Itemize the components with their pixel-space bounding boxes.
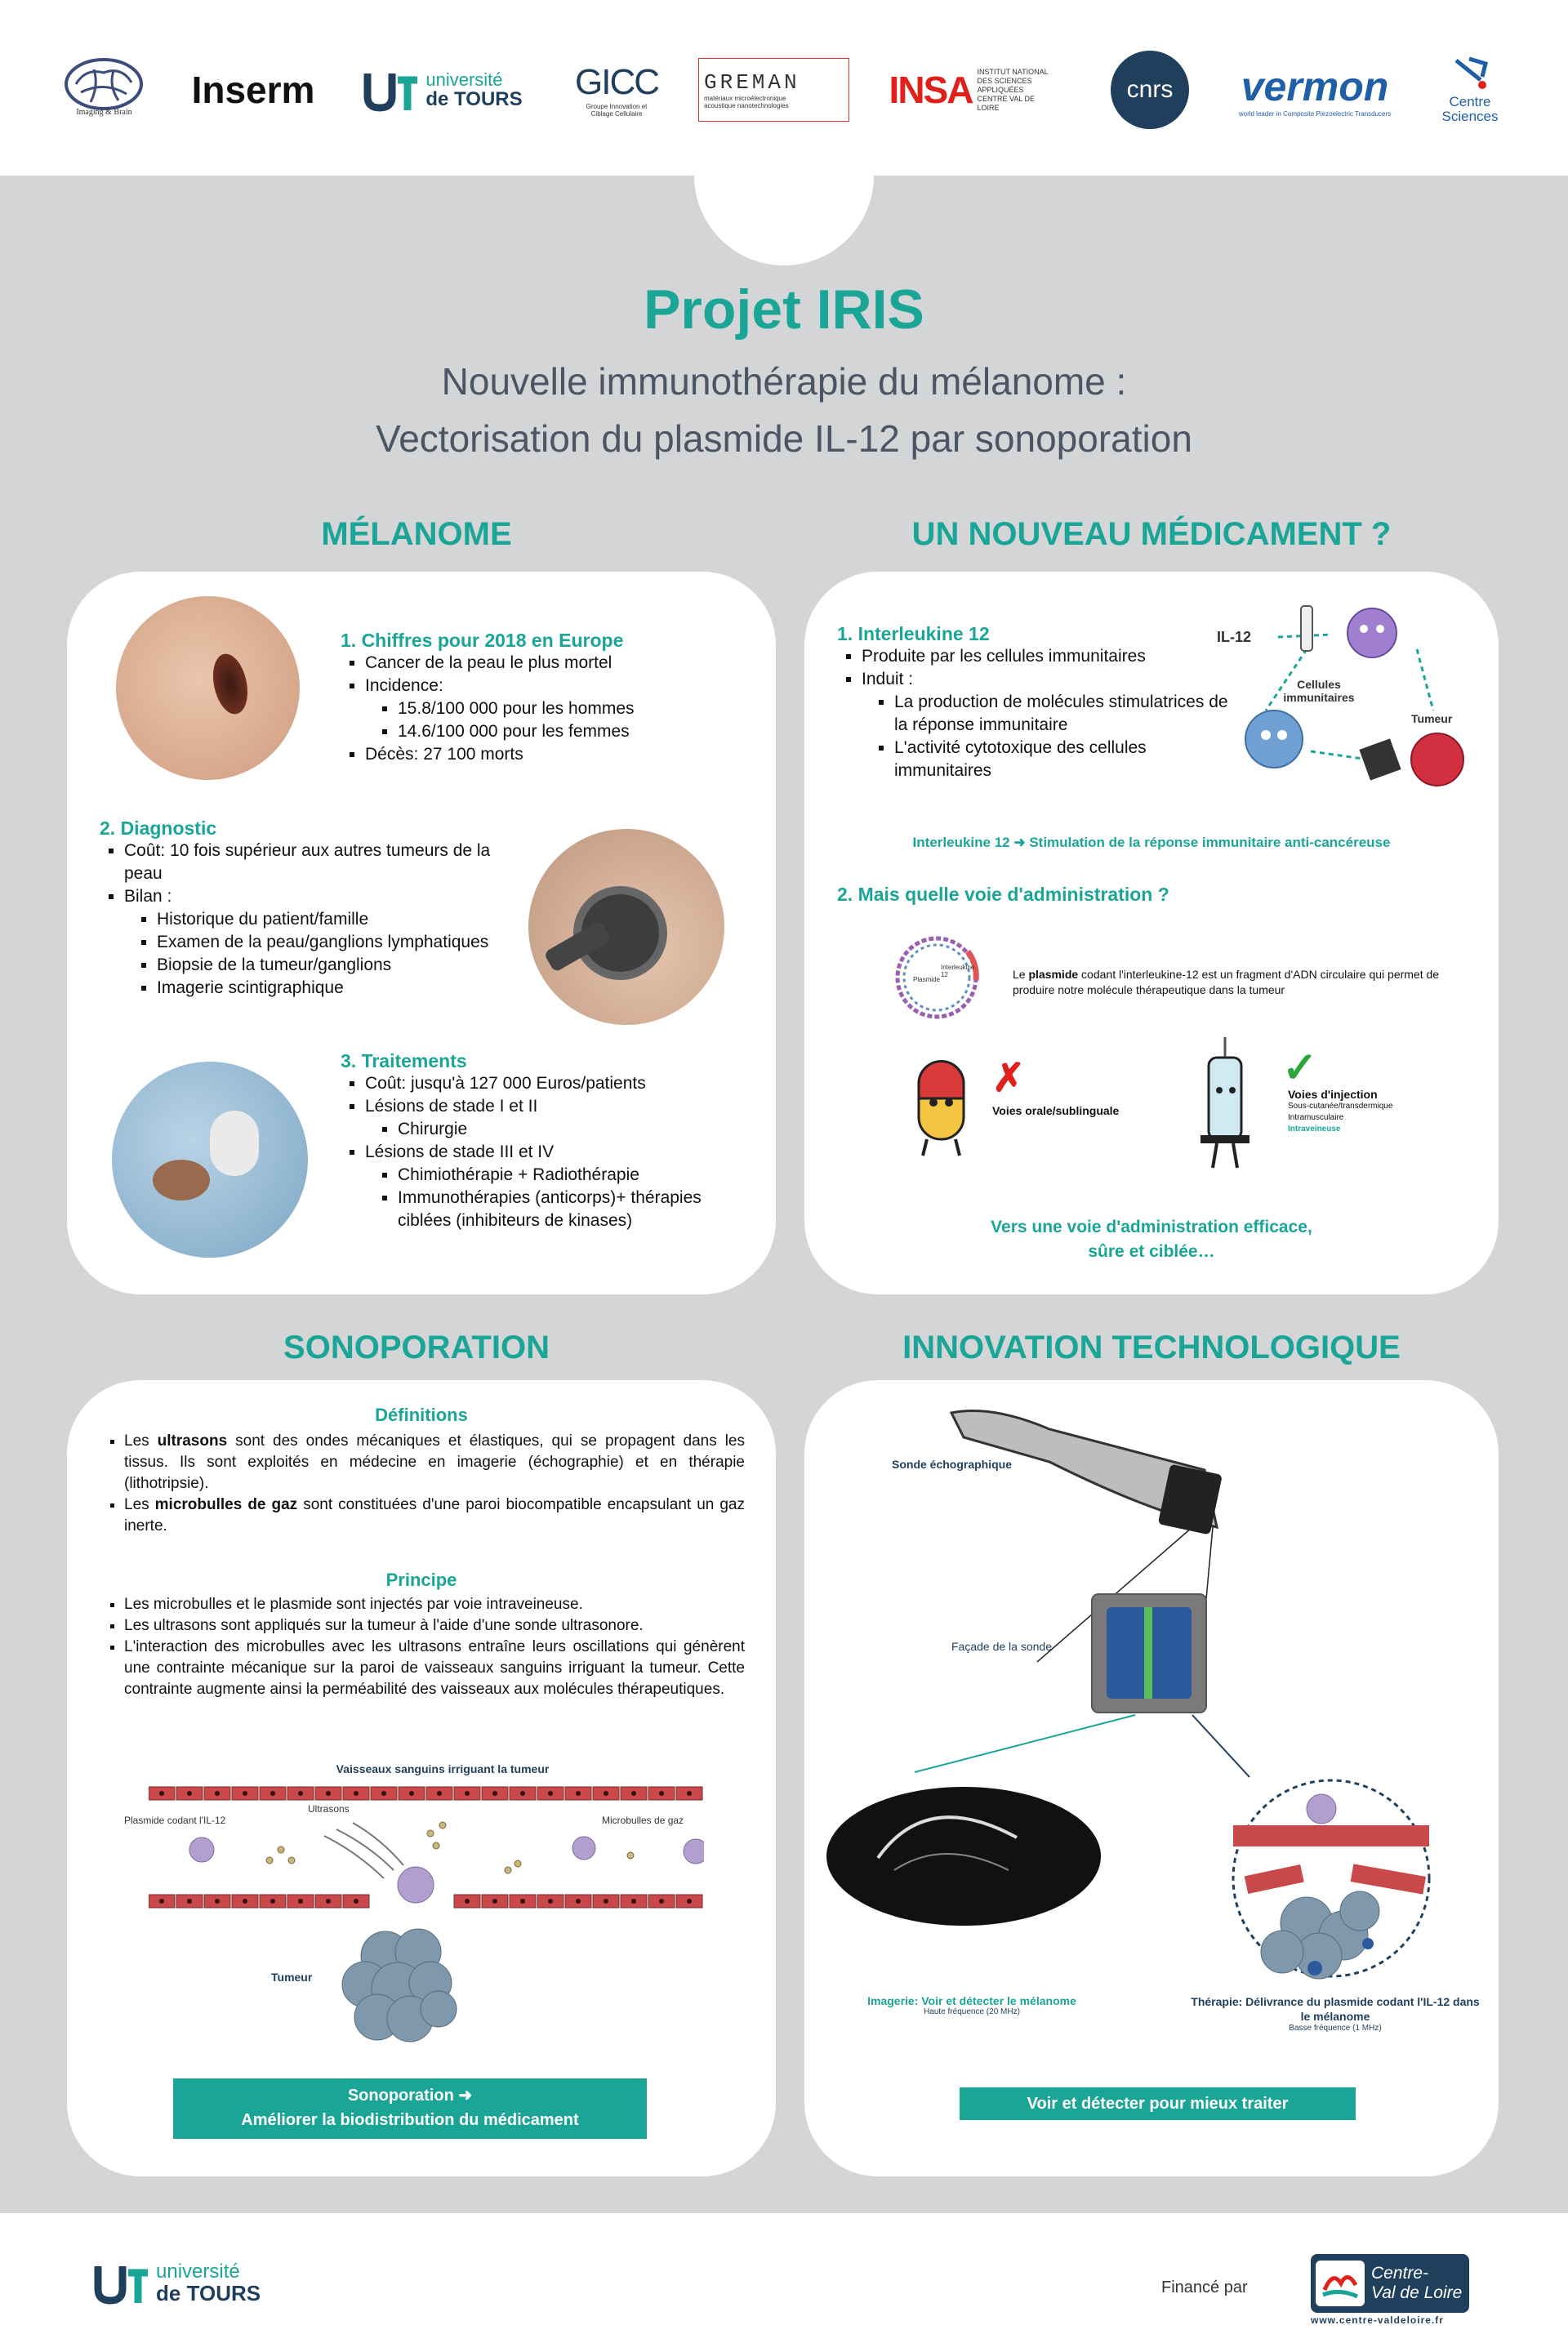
vessel-cell-nucleus	[298, 1899, 303, 1904]
centre-sciences-logo	[1425, 49, 1515, 131]
poster-title: Projet IRIS	[644, 278, 924, 341]
vessel-wall-top	[149, 1787, 702, 1800]
panel-medicament	[804, 572, 1499, 1294]
def2-pre: Les	[124, 1496, 155, 1513]
medicament-section-1	[837, 622, 1229, 782]
plasmid-label-2: Interleukine 12	[941, 964, 975, 978]
univ-tours-line1: université	[425, 69, 503, 90]
melanome-section-1	[341, 629, 749, 766]
vessel-cell-nucleus	[354, 1791, 359, 1796]
definition-item	[124, 1494, 745, 1537]
vessel-cell-nucleus	[298, 1791, 303, 1796]
medicament-s1-subitem: ▪ L'activité cytotoxique des cellules immunitaires	[894, 737, 1229, 782]
principe-item: ▪ Les microbulles et le plasmide sont injectés par voie intraveineuse.	[124, 1594, 745, 1615]
def2-bold: microbulles de gaz	[154, 1496, 298, 1513]
inserm-logo: Inserm	[191, 69, 315, 111]
gicc-logo	[564, 49, 670, 131]
vessel-cell-nucleus	[159, 1899, 164, 1904]
imagerie-freq: Haute fréquence (20 MHz)	[924, 2007, 1020, 2016]
diag-il12-label: IL-12	[1217, 629, 1252, 645]
section-title-sonoporation: SONOPORATION	[283, 1330, 550, 1365]
greman-subtext: matériaux microélectronique acoustique nanotechnologies	[704, 95, 789, 109]
panel-sonoporation	[67, 1380, 776, 2176]
principe-title: Principe	[385, 1570, 457, 1590]
vessel-cell-nucleus	[520, 1791, 525, 1796]
vessel-cell-nucleus	[270, 1791, 275, 1796]
melanome-s2-subitem: ▪ Historique du patient/famille	[157, 908, 516, 931]
principe-item: ▪ L'interaction des microbulles avec les ultrasons entraîne leurs oscillations qui génèrent une contrainte mécanique sur la paroi de vaisseaux sanguins irriguant la tumeur. Cette contrainte augmente ainsi la perméabilité des vaisseaux aux molécules thérapeutiques.	[124, 1637, 745, 1700]
imaging-brain-logo	[61, 49, 147, 131]
diag-cells-label: Cellules immunitaires	[1283, 678, 1355, 704]
dermatoscope-image	[528, 829, 724, 1025]
plasmide-pre-text: Le	[1013, 968, 1029, 981]
region-url: www.centre-valdeloire.fr	[1311, 2314, 1444, 2326]
injection-item-intraveineuse: Intraveineuse	[1288, 1125, 1341, 1134]
melanome-s3-item: ▪ Lésions de stade I et II	[365, 1095, 749, 1118]
melanome-section-3	[341, 1049, 749, 1232]
section-title-innovation: INNOVATION TECHNOLOGIQUE	[902, 1330, 1401, 1365]
panel-melanome	[67, 572, 776, 1294]
vessel-cell-nucleus	[604, 1791, 608, 1796]
vessel-cell-nucleus	[215, 1899, 220, 1904]
sonde-label: Sonde échographique	[892, 1458, 1013, 1471]
melanome-s1-subitem: ▪ 14.6/100 000 pour les femmes	[398, 720, 749, 743]
sonoporation-box-line2: Améliorer la biodistribution du médicament	[241, 2111, 579, 2129]
medicament-s1-item: ▪ Induit :	[862, 668, 1229, 691]
section-title-melanome: MÉLANOME	[321, 516, 512, 552]
vessel-cell-nucleus	[548, 1899, 553, 1904]
univ-tours-line2: de TOURS	[425, 88, 523, 110]
melanome-s2-title: 2. Diagnostic	[100, 817, 217, 839]
medicament-s1-subitem: ▪ La production de molécules stimulatrices de la réponse immunitaire	[894, 691, 1229, 737]
melanome-section-2	[100, 817, 516, 1000]
vessel-cell-nucleus	[631, 1899, 636, 1904]
vessel-cell-nucleus	[270, 1899, 275, 1904]
imagerie-title: Imagerie: Voir et détecter le mélanome	[867, 1994, 1076, 2007]
medicament-s1-item: ▪ Produite par les cellules immunitaires	[862, 645, 1229, 668]
sonoporation-box-line1: Sonoporation	[347, 2087, 454, 2105]
diag-tumeur-label: Tumeur	[271, 1971, 313, 1984]
diag-plasmide-label: Plasmide codant l'IL-12	[124, 1815, 226, 1826]
vessel-cell-nucleus	[381, 1791, 386, 1796]
poster-subtitle-line2: Vectorisation du plasmide IL-12 par sonoporation	[376, 417, 1192, 460]
check-icon: ✓	[1282, 1045, 1318, 1092]
footer-univ-tours-logo	[94, 2258, 261, 2307]
melanome-s3-item: ▪ Lésions de stade III et IV	[365, 1141, 749, 1164]
greman-text: GREMAN	[704, 70, 800, 95]
melanome-s3-title: 3. Traitements	[341, 1050, 467, 1071]
diag-microbulles-label: Microbulles de gaz	[602, 1815, 684, 1826]
double-arrow-icon: ➜	[458, 2087, 473, 2105]
vessel-cell-nucleus	[215, 1791, 220, 1796]
univ-tours-logo	[351, 49, 535, 131]
vessel-cell-nucleus	[465, 1791, 470, 1796]
stimulation-label-b: Stimulation de la réponse immunitaire anti-cancéreuse	[1029, 835, 1391, 850]
finance-label: Financé par	[1161, 2278, 1248, 2296]
plasmide-post-text: codant l'interleukine-12 est un fragment d'ADN circulaire qui permet de produire notre molécule thérapeutique dans la tumeur	[1013, 968, 1440, 996]
medicament-s1-title: 1. Interleukine 12	[837, 623, 990, 644]
melanome-s1-item: ▪ Décès: 27 100 morts	[365, 743, 749, 766]
vessel-cell-nucleus	[243, 1791, 247, 1796]
def1-pre: Les	[124, 1432, 158, 1450]
melanome-s2-subitem: ▪ Imagerie scintigraphique	[157, 977, 516, 1000]
vessel-cell-nucleus	[576, 1791, 581, 1796]
imaging-brain-text: Imaging & Brain	[76, 108, 132, 117]
plasmide-description	[1013, 967, 1462, 998]
vessel-cell-nucleus	[687, 1791, 692, 1796]
vermon-logo	[1225, 49, 1405, 131]
vessel-cell-nucleus	[354, 1899, 359, 1904]
insa-subtext: INSTITUT NATIONAL DES SCIENCES APPLIQUÉES CENTRE VAL DE LOIRE	[977, 67, 1049, 112]
therapie-caption	[1188, 1994, 1482, 2033]
partner-logos-bar	[0, 0, 1568, 176]
therapie-title: Thérapie: Délivrance du plasmide codant l'IL-12 dans le mélanome	[1191, 1995, 1480, 2023]
region-logo	[1311, 2254, 1470, 2332]
vessel-cell-nucleus	[187, 1899, 192, 1904]
diag-vessels-label: Vaisseaux sanguins irriguant la tumeur	[336, 1762, 550, 1775]
greman-logo	[698, 49, 849, 131]
vessel-cell-nucleus	[548, 1791, 553, 1796]
vessel-cell-nucleus	[492, 1791, 497, 1796]
cnrs-logo	[1109, 49, 1191, 131]
tumor-cluster	[342, 1929, 457, 2042]
injection-item: Intramusculaire	[1288, 1113, 1344, 1122]
innovation-summary-box: Voir et détecter pour mieux traiter	[960, 2087, 1356, 2120]
sonoporation-summary-box	[173, 2078, 647, 2139]
vessel-cell-nucleus	[520, 1899, 525, 1904]
gicc-text: GICC	[575, 62, 658, 102]
gicc-subtext: Groupe Innovation et Ciblage Cellulaire	[586, 103, 648, 118]
vermon-subtext: world leader in Composite Piezoelectric Transducers	[1238, 109, 1392, 118]
vessel-cell-nucleus	[409, 1791, 414, 1796]
stimulation-line	[804, 835, 1499, 851]
cross-icon: ✗	[992, 1057, 1026, 1100]
double-arrow-icon: ➜	[1013, 835, 1026, 850]
melanome-s3-subitem: ▪ Chirurgie	[398, 1118, 749, 1141]
poster-subtitle-line1: Nouvelle immunothérapie du mélanome :	[441, 360, 1127, 403]
melanome-s1-item: ▪ Cancer de la peau le plus mortel	[365, 652, 749, 675]
imagerie-caption	[837, 1994, 1107, 2016]
plasmid-diagram	[890, 931, 984, 1025]
def1-post: sont des ondes mécaniques et élastiques, qui se propagent dans les tissus. Ils sont exploités en médecine en imagerie (échographie) et en thérapie (lithotripsie).	[124, 1432, 745, 1492]
def2-post: sont constituées d'une paroi biocompatible encapsulant un gaz inerte.	[124, 1496, 745, 1535]
medicament-s2-title: 2. Mais quelle voie d'administration ?	[837, 884, 1169, 905]
vermon-text: vermon	[1241, 63, 1389, 109]
footer-univ-line1: université	[156, 2261, 240, 2283]
vessel-cell-nucleus	[243, 1899, 247, 1904]
principe-item: ▪ Les ultrasons sont appliqués sur la tumeur à l'aide d'une sonde ultrasonore.	[124, 1615, 745, 1637]
panel-innovation	[804, 1380, 1499, 2176]
definition-item	[124, 1431, 745, 1494]
injection-item: Sous-cutanée/transdermique	[1288, 1102, 1393, 1111]
diag-ultrasons-label: Ultrasons	[308, 1803, 350, 1815]
voie-injection-label: Voies d'injection	[1288, 1088, 1378, 1101]
vessel-cell-nucleus	[604, 1899, 608, 1904]
pill-character	[898, 1058, 988, 1164]
voie-orale-label: Voies orale/sublinguale	[992, 1104, 1120, 1117]
vessel-cell-nucleus	[326, 1899, 331, 1904]
melanome-s3-item: ▪ Coût: jusqu'à 127 000 Euros/patients	[365, 1072, 749, 1095]
probe-illustration	[804, 1380, 1499, 2176]
vessel-cell-nucleus	[687, 1899, 692, 1904]
skin-mole-image	[116, 596, 300, 780]
melanome-s2-subitem: ▪ Examen de la peau/ganglions lymphatiques	[157, 931, 516, 954]
stimulation-label-a: Interleukine 12	[912, 835, 1010, 850]
melanome-s1-title: 1. Chiffres pour 2018 en Europe	[341, 630, 624, 651]
diag-tumeur-label: Tumeur	[1411, 712, 1453, 725]
poster-footer	[0, 2213, 1568, 2352]
vessel-cell-nucleus	[576, 1899, 581, 1904]
melanome-s2-subitem: ▪ Biopsie de la tumeur/ganglions	[157, 954, 516, 977]
vessel-cell-nucleus	[492, 1899, 497, 1904]
cnrs-text: cnrs	[1126, 76, 1174, 103]
region-line1: Centre-	[1371, 2264, 1429, 2283]
vessel-cell-nucleus	[659, 1791, 664, 1796]
footer-univ-line2: de TOURS	[156, 2281, 261, 2305]
sonoporation-diagram	[124, 1762, 704, 2066]
insa-logo	[878, 49, 1066, 131]
melanome-s3-subitem: ▪ Chimiothérapie + Radiothérapie	[398, 1164, 749, 1187]
vessel-cell-nucleus	[659, 1899, 664, 1904]
melanome-s2-item: ▪ Coût: 10 fois supérieur aux autres tumeurs de la peau	[124, 840, 516, 885]
plasmid-label-1: Plasmide	[913, 976, 940, 983]
tumor-cell	[421, 1991, 457, 2027]
principe-list	[100, 1594, 745, 1700]
definitions-title: Définitions	[375, 1405, 468, 1425]
melanome-s1-item: ▪ Incidence:	[365, 675, 749, 697]
melanome-s2-item: ▪ Bilan :	[124, 885, 516, 908]
vessel-cell-nucleus	[187, 1791, 192, 1796]
vessel-cell-nucleus	[631, 1791, 636, 1796]
section-title-medicament: UN NOUVEAU MÉDICAMENT ?	[911, 516, 1392, 552]
region-line2: Val de Loire	[1371, 2283, 1463, 2302]
surgery-image	[112, 1062, 308, 1258]
therapie-freq: Basse fréquence (1 MHz)	[1289, 2024, 1382, 2033]
vessel-cell-nucleus	[326, 1791, 331, 1796]
def1-bold: ultrasons	[157, 1432, 228, 1450]
melanome-s3-subitem: ▪ Immunothérapies (anticorps)+ thérapies ciblées (inhibiteurs de kinases)	[398, 1187, 749, 1232]
medicament-conclusion: Vers une voie d'administration efficace, sûre et ciblée…	[991, 1218, 1312, 1261]
plasmide-bold-text: plasmide	[1028, 968, 1079, 981]
vessel-cell-nucleus	[159, 1791, 164, 1796]
syringe-character	[1180, 1037, 1270, 1176]
voie-injection-block	[1288, 1088, 1484, 1135]
vessel-cell-nucleus	[437, 1791, 442, 1796]
insa-text: INSA	[889, 69, 973, 111]
definitions-list	[100, 1431, 745, 1537]
vessel-cell-nucleus	[465, 1899, 470, 1904]
centre-sciences-text: Centre Sciences	[1441, 94, 1499, 124]
il12-diagram	[1217, 588, 1478, 796]
facade-label: Façade de la sonde	[951, 1640, 1052, 1653]
melanome-s1-subitem: ▪ 15.8/100 000 pour les hommes	[398, 697, 749, 720]
